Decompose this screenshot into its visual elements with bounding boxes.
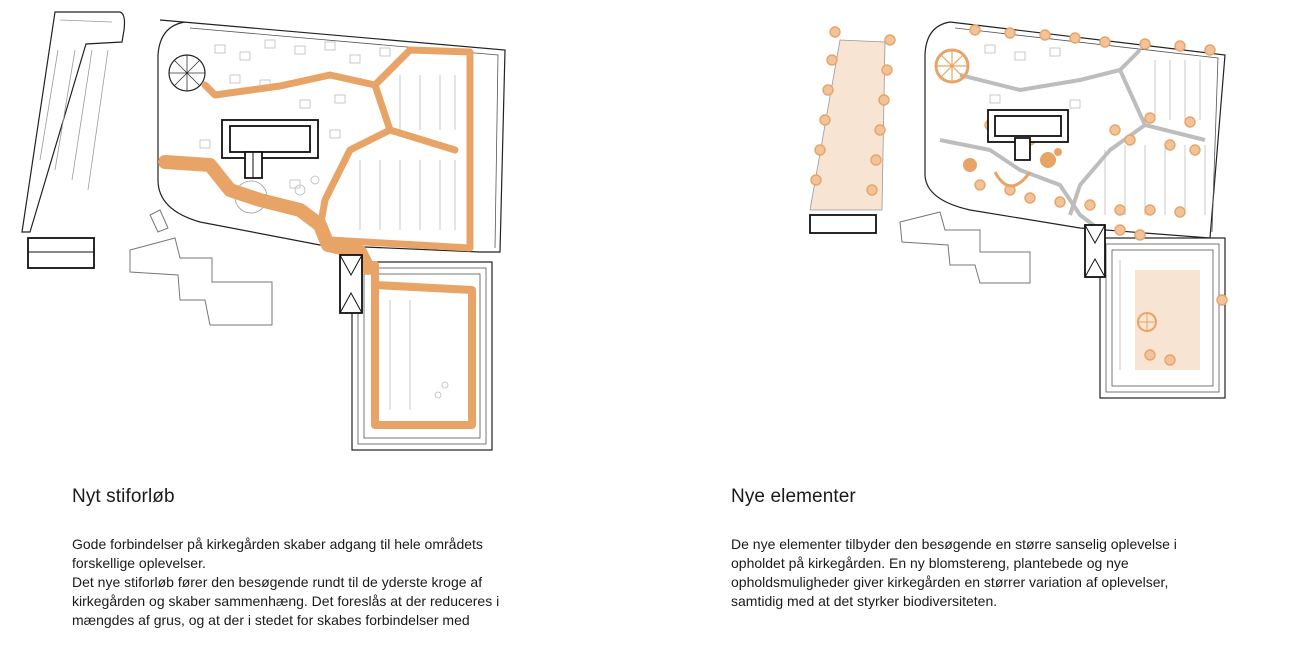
left-paragraph-line: mængdes af grus, og at der i stedet for skabes forbindelser med [72, 612, 470, 628]
site-plan-elements-diagram [650, 0, 1300, 470]
left-paragraph-line: kirkegården og skaber sammenhæng. Det foreslås at der reduceres i [72, 593, 500, 609]
right-paragraph-line: De nye elementer tilbyder den besøgende en større sanselig oplevelse i [731, 536, 1177, 552]
chapel-building [340, 255, 362, 313]
new-path-network [165, 50, 472, 425]
left-paragraph-line: Gode forbindelser på kirkegården skaber adgang til hele områdets [72, 536, 483, 552]
church-building [222, 120, 318, 178]
left-paragraph-line: Det nye stiforløb fører den besøgende rundt til de yderste kroge af [72, 574, 483, 590]
neighbouring-buildings-right [900, 212, 1030, 283]
site-plan-paths-diagram [0, 0, 650, 470]
chapel-building-right [1085, 225, 1105, 277]
right-paragraph-line: samtidig med at det styrker biodiversiteten. [731, 593, 998, 609]
left-panel-heading: Nyt stiforløb [72, 486, 175, 507]
right-panel-paragraph [731, 535, 1251, 611]
parking-area [22, 12, 125, 268]
right-paragraph-line: opholdet på kirkegården. En ny blomstereng, plantebede og nye [731, 555, 1129, 571]
right-paragraph-line: opholdsmuligheder giver kirkegården en størrer variation af oplevelser, [731, 574, 1169, 590]
left-paragraph-line: forskellige oplevelser. [72, 555, 206, 571]
new-seating-elements [936, 50, 1156, 331]
neighbouring-buildings [130, 210, 272, 325]
left-panel-paragraph [72, 535, 562, 630]
flower-meadow [810, 40, 885, 233]
right-panel-heading: Nye elementer [731, 486, 856, 507]
